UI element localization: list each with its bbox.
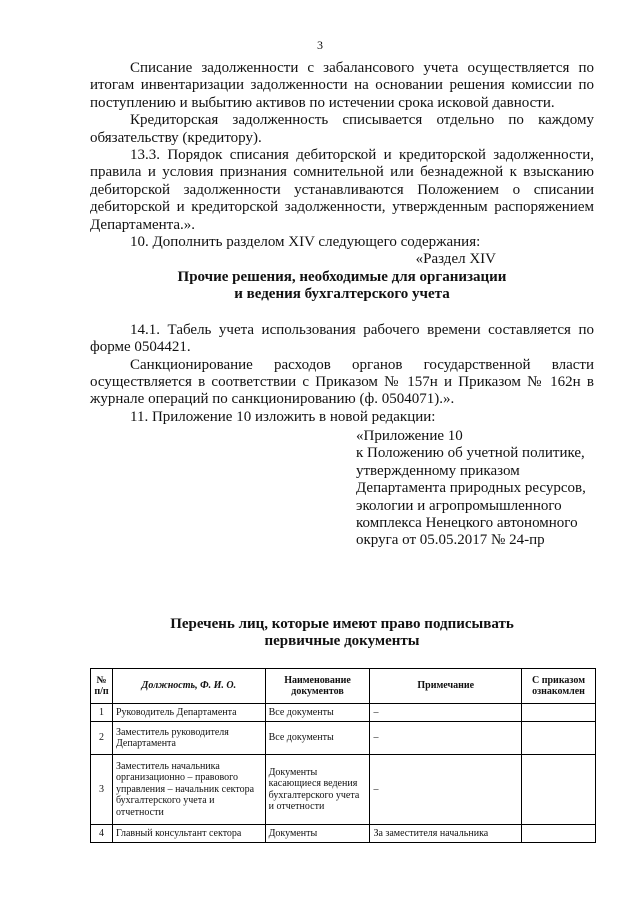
section-title-line1: Прочие решения, необходимые для организации — [177, 268, 507, 285]
cell-documents: Документы — [265, 825, 370, 843]
cell-position: Заместитель руководителя Департамента — [112, 722, 265, 755]
signers-table — [90, 668, 596, 843]
table-header-row — [91, 669, 596, 704]
paragraph-14-1: 14.1. Табель учета использования рабочего времени составляется по форме 0504421. — [90, 321, 594, 356]
cell-documents: Все документы — [265, 704, 370, 722]
cell-num: 3 — [91, 755, 113, 825]
list-title-line1: Перечень лиц, которые имеют право подписывать — [170, 616, 514, 632]
cell-note: – — [370, 704, 522, 722]
cell-documents: Все документы — [265, 722, 370, 755]
cell-acquainted — [522, 825, 596, 843]
appendix-line: к Положению об учетной политике, — [356, 445, 585, 462]
page-number: 3 — [317, 38, 323, 52]
cell-position: Руководитель Департамента — [112, 704, 265, 722]
cell-position: Главный консультант сектора — [112, 825, 265, 843]
main-text — [90, 60, 594, 426]
appendix-line: комплекса Ненецкого автономного — [356, 515, 578, 532]
cell-num: 2 — [91, 722, 113, 755]
cell-position: Заместитель начальника организационно – правового управления – начальник сектора бухгалтерского учета и отчетности — [112, 755, 265, 825]
appendix-line: утвержденному приказом — [356, 462, 520, 479]
paragraph-item-11: 11. Приложение 10 изложить в новой редакции: — [130, 408, 436, 425]
table-row — [91, 704, 596, 722]
cell-note: – — [370, 722, 522, 755]
table-row — [91, 755, 596, 825]
section-heading: «Раздел XIV — [415, 251, 496, 268]
cell-note: – — [370, 755, 522, 825]
header-acquainted: С приказом ознакомлен — [522, 669, 596, 704]
appendix-line: Департамента природных ресурсов, — [356, 480, 586, 497]
paragraph-item-10: 10. Дополнить разделом XIV следующего содержания: — [130, 234, 481, 251]
section-title-line2: и ведения бухгалтерского учета — [234, 286, 450, 303]
header-num: № п/п — [91, 669, 113, 704]
appendix-block — [356, 428, 586, 550]
appendix-line: «Приложение 10 — [356, 428, 463, 444]
paragraph-creditor-debt: Кредиторская задолженность списывается отдельно по каждому обязательству (кредитору). — [90, 112, 594, 146]
header-note: Примечание — [370, 669, 522, 704]
cell-acquainted — [522, 722, 596, 755]
list-title-line2: первичные документы — [264, 633, 420, 650]
cell-num: 1 — [91, 704, 113, 722]
table-row — [91, 825, 596, 843]
paragraph-write-off: Списание задолженности с забалансового учета осуществляется по итогам инвентаризации задолженности на основании решения комиссии по поступлению и выбытию активов по истечении срока исковой давности. — [90, 60, 594, 111]
spacer — [90, 304, 594, 322]
cell-documents: Документы касающиеся ведения бухгалтерского учета и отчетности — [265, 755, 370, 825]
paragraph-sanctioning: Санкционирование расходов органов государственной власти осуществляется в соответствии с Приказом № 157н и Приказом № 162н в журнале операций по санкционированию (ф. 0504071).». — [90, 356, 594, 408]
appendix-line: экологии и агропромышленного — [356, 497, 562, 514]
header-position: Должность, Ф. И. О. — [112, 669, 265, 704]
appendix-line: округа от 05.05.2017 № 24-пр — [356, 532, 545, 549]
list-title — [90, 616, 594, 651]
cell-num: 4 — [91, 825, 113, 843]
cell-acquainted — [522, 755, 596, 825]
paragraph-13-3: 13.3. Порядок списания дебиторской и кредиторской задолженности, правила и условия признания сомнительной или безнадежной к взысканию дебиторской задолженности устанавливаются Положением о списании дебиторской и кредиторской задолженности, утвержденным распоряжением Департамента.». — [90, 147, 594, 233]
cell-acquainted — [522, 704, 596, 722]
table-row — [91, 722, 596, 755]
header-documents: Наименование документов — [265, 669, 370, 704]
cell-note: За заместителя начальника — [370, 825, 522, 843]
